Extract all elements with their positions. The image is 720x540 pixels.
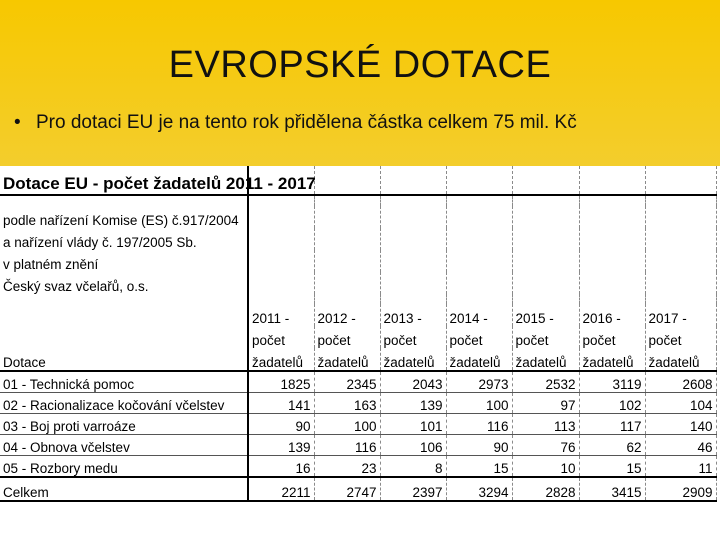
table-cell: 117 (579, 414, 645, 435)
row-label: 05 - Rozbory medu (0, 456, 248, 478)
table-cell: 62 (579, 435, 645, 456)
column-header-year: 2013 - (380, 304, 446, 326)
table-row (0, 393, 716, 414)
column-header-count: počet (446, 326, 512, 348)
column-header-count: počet (380, 326, 446, 348)
table-cell: 139 (248, 435, 314, 456)
table-cell: 2043 (380, 371, 446, 393)
note-line: Český svaz včelařů, o.s. (0, 272, 248, 294)
total-cell: 2747 (314, 477, 380, 501)
table-cell: 46 (645, 435, 716, 456)
table-cell: 16 (248, 456, 314, 478)
table-row (0, 371, 716, 393)
table-cell: 3119 (579, 371, 645, 393)
total-cell: 2828 (512, 477, 579, 501)
table-cell: 90 (446, 435, 512, 456)
column-header-count: počet (248, 326, 314, 348)
column-header-count: počet (512, 326, 579, 348)
column-header-applicants: žadatelů (248, 348, 314, 371)
column-header-year: 2014 - (446, 304, 512, 326)
total-cell: 2397 (380, 477, 446, 501)
table-row (0, 435, 716, 456)
column-header-applicants: žadatelů (579, 348, 645, 371)
table-cell: 97 (512, 393, 579, 414)
sheet-title: Dotace EU - počet žadatelů 2011 - 2017 (0, 166, 248, 195)
table-row (0, 414, 716, 435)
row-label: 01 - Technická pomoc (0, 371, 248, 393)
total-cell: 2211 (248, 477, 314, 501)
table-cell: 141 (248, 393, 314, 414)
table-cell: 100 (314, 414, 380, 435)
column-header-year: 2016 - (579, 304, 645, 326)
slide-title: EVROPSKÉ DOTACE (168, 44, 552, 86)
total-label: Celkem (0, 477, 248, 501)
spreadsheet-image (0, 166, 720, 540)
table-cell: 2973 (446, 371, 512, 393)
column-header-count: počet (314, 326, 380, 348)
table-cell: 102 (579, 393, 645, 414)
total-cell: 2909 (645, 477, 716, 501)
table-cell: 116 (446, 414, 512, 435)
table-cell: 10 (512, 456, 579, 478)
column-header-year: 2017 - (645, 304, 716, 326)
table-cell: 15 (579, 456, 645, 478)
table-cell: 140 (645, 414, 716, 435)
total-cell: 3294 (446, 477, 512, 501)
note-line: podle nařízení Komise (ES) č.917/2004 (0, 206, 248, 228)
table-cell: 2345 (314, 371, 380, 393)
table-row (0, 456, 716, 478)
total-row (0, 477, 716, 501)
column-header-applicants: žadatelů (314, 348, 380, 371)
table-cell: 116 (314, 435, 380, 456)
table-cell: 163 (314, 393, 380, 414)
note-line: a nařízení vlády č. 197/2005 Sb. (0, 228, 248, 250)
row-label: 02 - Racionalizace kočování včelstev (0, 393, 248, 414)
column-header-applicants: žadatelů (645, 348, 716, 371)
table-cell: 23 (314, 456, 380, 478)
note-line: v platném znění (0, 250, 248, 272)
table-cell: 8 (380, 456, 446, 478)
table-cell: 106 (380, 435, 446, 456)
column-header-year: 2012 - (314, 304, 380, 326)
table-cell: 1825 (248, 371, 314, 393)
table-cell: 90 (248, 414, 314, 435)
column-header-count: počet (645, 326, 716, 348)
total-cell: 3415 (579, 477, 645, 501)
column-header-year: 2011 - (248, 304, 314, 326)
table-cell: 11 (645, 456, 716, 478)
bullet-text: Pro dotaci EU je na tento rok přidělena částka celkem 75 mil. Kč (36, 112, 577, 133)
table-cell: 104 (645, 393, 716, 414)
table-cell: 101 (380, 414, 446, 435)
table-cell: 15 (446, 456, 512, 478)
row-label: 03 - Boj proti varroáze (0, 414, 248, 435)
column-header-applicants: žadatelů (512, 348, 579, 371)
bullet-icon: • (14, 112, 21, 133)
column-header-applicants: žadatelů (446, 348, 512, 371)
table-cell: 76 (512, 435, 579, 456)
column-header-count: počet (579, 326, 645, 348)
table-cell: 100 (446, 393, 512, 414)
row-label: 04 - Obnova včelstev (0, 435, 248, 456)
subsidy-table (0, 166, 717, 502)
row-header: Dotace (0, 348, 248, 371)
table-cell: 2608 (645, 371, 716, 393)
table-cell: 2532 (512, 371, 579, 393)
column-header-year: 2015 - (512, 304, 579, 326)
table-cell: 139 (380, 393, 446, 414)
bullet-point (14, 112, 577, 134)
column-header-applicants: žadatelů (380, 348, 446, 371)
table-cell: 113 (512, 414, 579, 435)
